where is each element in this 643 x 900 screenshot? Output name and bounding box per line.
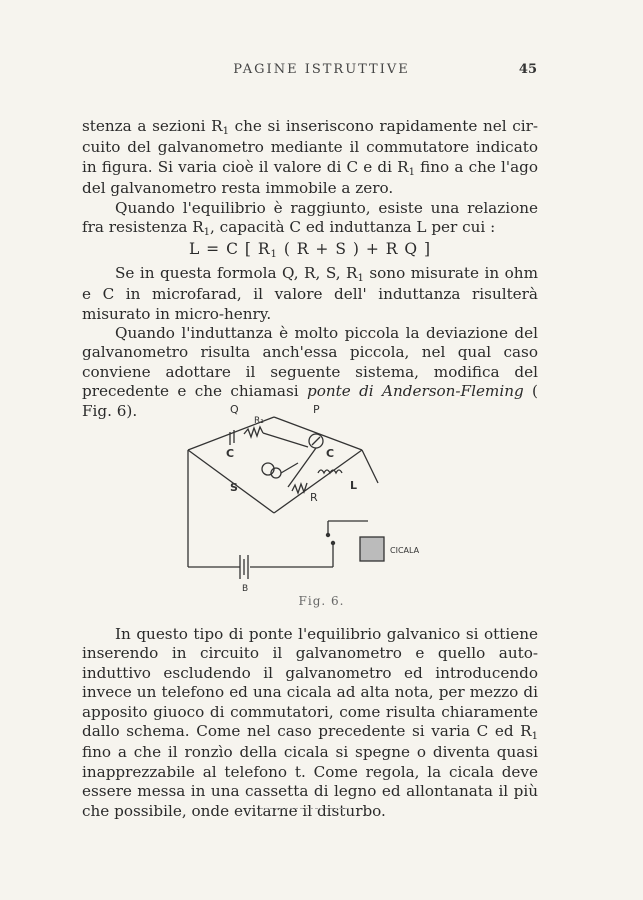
subscript: 1: [357, 272, 364, 284]
wire-p: [274, 417, 362, 450]
label-s: S: [230, 481, 238, 494]
subscript: 1: [270, 249, 278, 261]
wire-r1: [263, 433, 308, 447]
subscript: 1: [222, 126, 229, 137]
text-run: ( Fig. 6).: [82, 382, 538, 420]
running-title: PAGINE ISTRUTTIVE: [233, 62, 410, 77]
page-number: 45: [518, 62, 537, 77]
paragraph-continuation: [82, 117, 538, 199]
inductance-formula: [82, 240, 538, 261]
section-divider: [260, 808, 348, 809]
text-run: fino a che il ronzìo della cicala si spegne o diventa quasi inapprezzabile al telefono t. Come regola, la cicala deve essere messa in una cassetta di legno ed allontanata il più che possibile, onde evitarne il disturbo.: [82, 743, 538, 820]
text-run: cuito del galvanometro mediante il commutatore indicato in figura. Si varia cioè il valore di C e di R: [82, 138, 538, 176]
label-r: R: [310, 491, 318, 504]
italic-term: ponte di Anderson-Fleming: [306, 382, 524, 401]
wire-telephone: [281, 463, 298, 473]
wire-outer-right: [362, 450, 378, 483]
text-run: Quando l'induttanza è molto piccola la deviazione del galvanometro risulta anch'essa piccola, nel qual caso conviene adottare il seguente sistema, modifica del precedente e che chiamasi: [82, 324, 538, 401]
text-run: Se in questa formola Q, R, S, R: [115, 263, 358, 282]
paragraph-units: [82, 264, 538, 324]
bridge-circuit-diagram: [178, 395, 438, 595]
paragraph-equilibrium: [82, 199, 538, 240]
label-q: Q: [230, 403, 239, 416]
label-battery: B: [242, 584, 249, 594]
formula-part: ( R + S ) + R Q ]: [277, 240, 432, 259]
subscript: 1: [203, 227, 211, 239]
wire-l: [274, 450, 362, 513]
subscript: 1: [531, 731, 538, 743]
lower-text-block: [82, 625, 538, 821]
figure-caption: Fig. 6.: [298, 594, 345, 608]
text-run: sono misurate in ohm e C in microfarad, il valore dell' induttanza risulterà misurato in micro-henry.: [82, 263, 538, 323]
paragraph-telephone-method: [82, 625, 538, 821]
wire-galvanometer: [288, 448, 316, 487]
buzzer-box: [360, 537, 384, 561]
text-run: stenza a sezioni R: [82, 117, 223, 135]
switch-contact: [326, 533, 330, 537]
formula-part: L = C [ R: [188, 240, 271, 259]
resistor-r: [292, 483, 307, 493]
label-p: P: [313, 403, 320, 416]
text-run: fino a che l'ago del galvanometro resta immobile a zero.: [82, 157, 538, 198]
upper-text-block: [82, 117, 538, 421]
inductor-l: [318, 470, 342, 473]
label-r1: R₁: [254, 416, 264, 426]
label-c-capacitor: C: [226, 447, 235, 460]
text-run: Quando l'equilibrio è raggiunto, esiste una relazione fra resistenza R: [82, 198, 538, 237]
text-run: che si inseriscono rapidamente nel cir-: [228, 117, 538, 135]
text-run: In questo tipo di ponte l'equilibrio galvanico si ottiene inserendo in circuito il galvanometro e quello auto-induttivo escludendo il galvanometro ed introducendo invece un telefono ed una cicala ad alta nota, per mezzo di apposito giuoco di commutatori, come risulta chiaramente dallo schema. Come nel caso precedente si varia C ed R: [82, 625, 538, 741]
resistor-r1: [244, 427, 263, 437]
label-c-galvanometer: C: [326, 447, 335, 460]
switch-contact: [331, 541, 335, 545]
galvanometer-needle: [312, 437, 320, 445]
subscript: 1: [408, 166, 415, 178]
label-l: L: [350, 479, 358, 492]
running-head: [0, 62, 643, 82]
text-run: , capacità C ed induttanza L per cui :: [210, 218, 496, 237]
label-cicala: CICALA: [390, 546, 420, 555]
